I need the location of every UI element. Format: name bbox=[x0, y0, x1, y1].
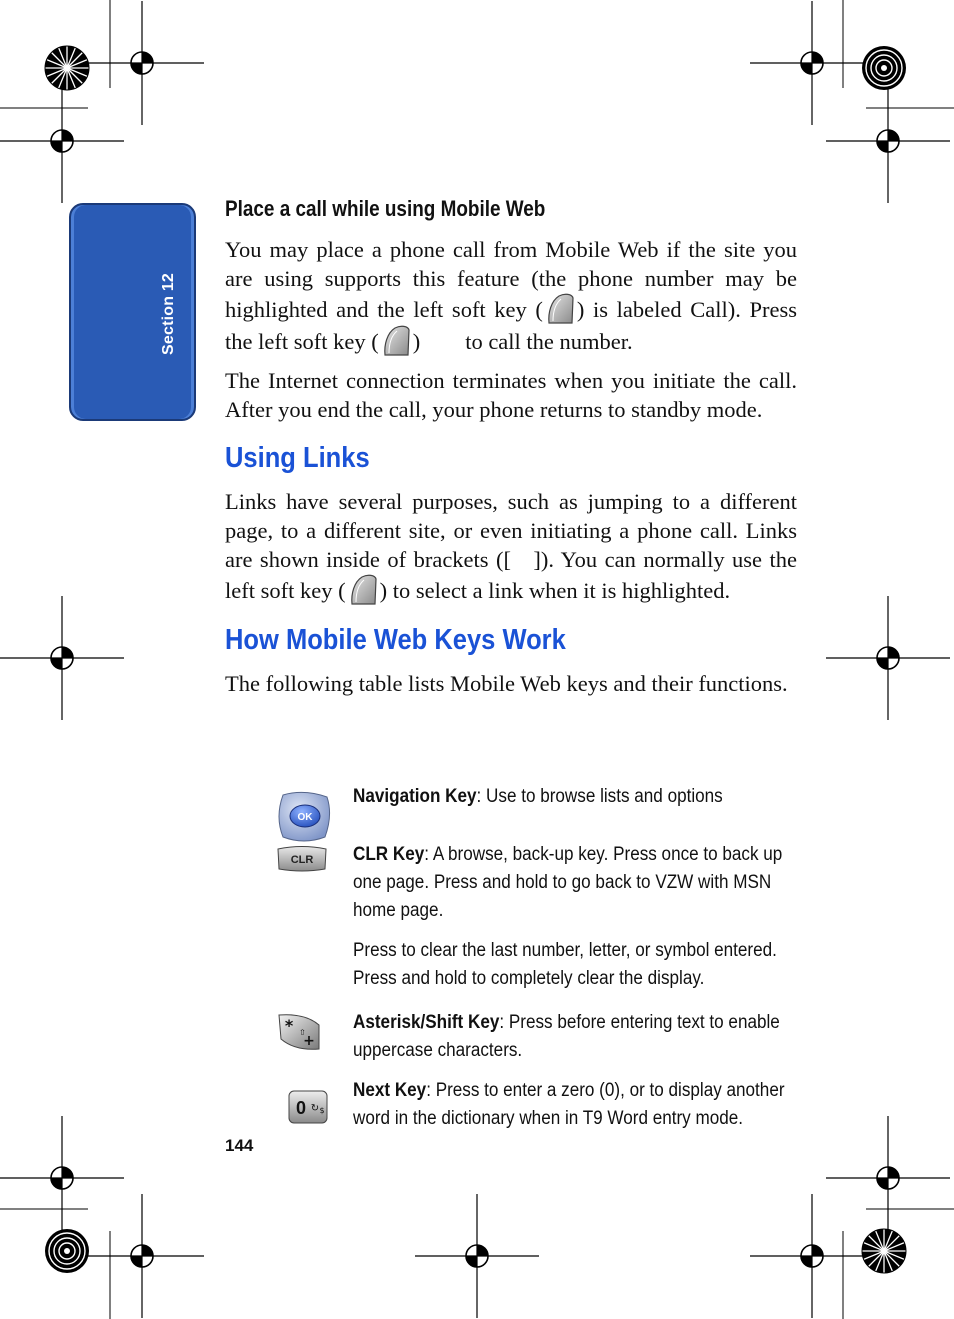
key-name: Navigation Key bbox=[353, 786, 477, 807]
key-row-asterisk bbox=[275, 1009, 800, 1077]
key-desc: : Use to browse lists and options bbox=[476, 786, 723, 807]
keys-table bbox=[275, 783, 800, 1137]
place-call-heading: Place a call while using Mobile Web bbox=[225, 196, 546, 221]
navigation-ok-key-icon bbox=[275, 791, 333, 843]
key-name: Next Key bbox=[353, 1080, 427, 1101]
using-links-text-b: ) to select a link when it is highlighted. bbox=[379, 578, 731, 604]
using-links-heading: Using Links bbox=[225, 442, 370, 475]
left-soft-key-icon bbox=[545, 293, 575, 325]
svg-text:$: $ bbox=[319, 1106, 325, 1115]
left-soft-key-icon bbox=[381, 325, 411, 357]
connection-paragraph: The Internet connection terminates when you initiate the call. After you end the call, your phone returns to standby mode. bbox=[225, 368, 797, 422]
svg-text:*: * bbox=[284, 1016, 294, 1035]
key-row-next bbox=[275, 1077, 800, 1137]
next-key-icon bbox=[287, 1089, 329, 1125]
svg-text:0: 0 bbox=[295, 1098, 307, 1118]
key-row-clr bbox=[275, 841, 800, 1009]
key-desc: : A browse, back-up key. Press once to back up one page. Press and hold to go back to VZW with MSN home page. bbox=[353, 844, 783, 921]
clr-key-icon bbox=[275, 843, 329, 873]
svg-text:OK: OK bbox=[297, 812, 313, 823]
place-call-text-b: ) is labeled Call). Press the left soft key ( bbox=[225, 297, 797, 355]
svg-text:CLR: CLR bbox=[290, 854, 314, 866]
key-description bbox=[353, 783, 794, 811]
keys-intro-paragraph: The following table lists Mobile Web keys and their functions. bbox=[225, 671, 788, 697]
section-tab-label: Section 12 bbox=[160, 272, 177, 355]
key-name: Asterisk/Shift Key bbox=[353, 1012, 500, 1033]
using-links-text-a: Links have several purposes, such as jumping to a different page, to a different site, or even initiating a phone call. Links are shown inside of brackets ([ ]). You can normally use the left soft key ( bbox=[225, 489, 803, 604]
key-extra-description: Press to clear the last number, letter, or symbol entered. Press and hold to completely clear the display. bbox=[353, 940, 777, 989]
left-soft-key-icon bbox=[348, 574, 378, 606]
key-description bbox=[353, 841, 794, 925]
svg-text:⇧: ⇧ bbox=[299, 1028, 306, 1037]
key-desc: : Press before entering text to enable uppercase characters. bbox=[353, 1012, 780, 1061]
keys-heading: How Mobile Web Keys Work bbox=[225, 624, 566, 657]
svg-text:+: + bbox=[303, 1033, 315, 1049]
key-description bbox=[353, 1077, 794, 1133]
key-name: CLR Key bbox=[353, 844, 425, 865]
key-description bbox=[353, 1009, 794, 1065]
key-desc: : Press to enter a zero (0), or to display another word in the dictionary when in T9 Word entry mode. bbox=[353, 1080, 785, 1129]
page-content bbox=[225, 196, 803, 707]
svg-text:↻: ↻ bbox=[310, 1103, 320, 1114]
asterisk-shift-key-icon bbox=[275, 1011, 323, 1053]
place-call-paragraph bbox=[225, 236, 797, 357]
using-links-paragraph bbox=[225, 488, 803, 606]
page-number: 144 bbox=[225, 1136, 254, 1155]
key-row-navigation bbox=[275, 783, 800, 841]
place-call-text-a: You may place a phone call from Mobile Web if the site you are using supports this feature (the phone number may be highlighted and the left soft key ( bbox=[225, 237, 797, 323]
place-call-text-c: ) to call the number. bbox=[412, 329, 633, 355]
